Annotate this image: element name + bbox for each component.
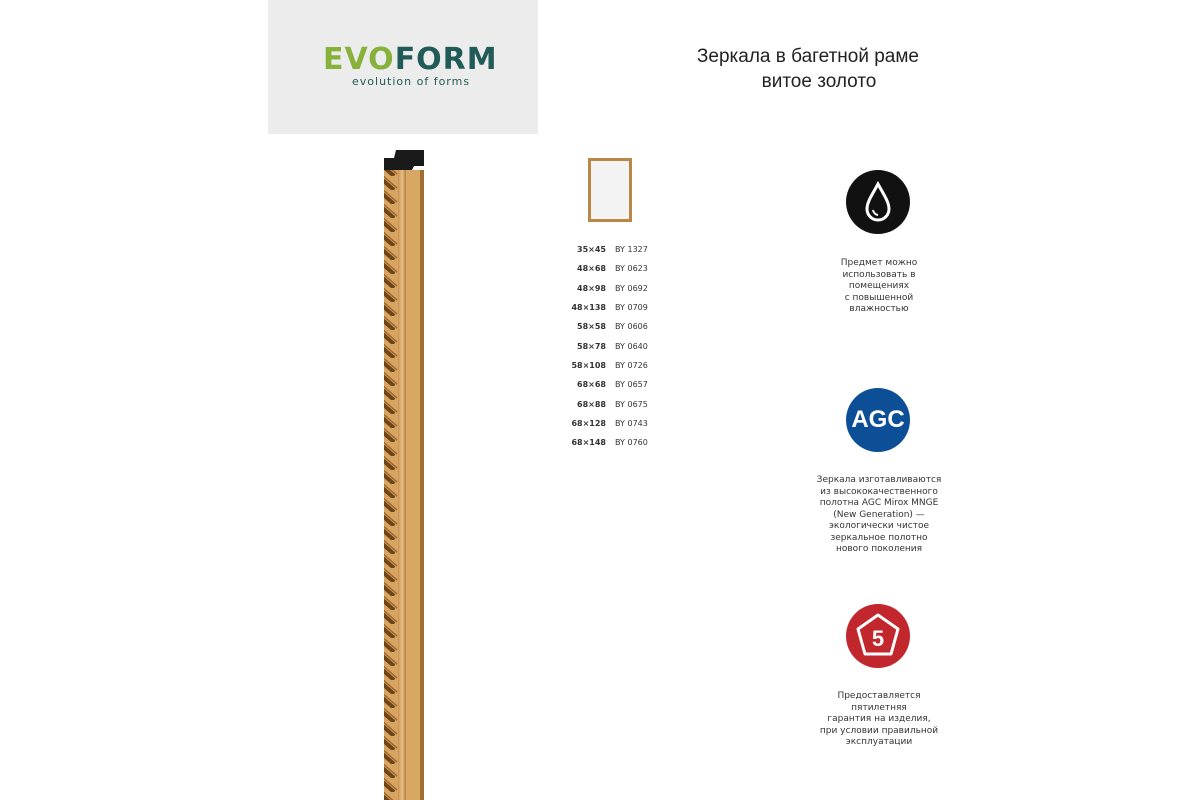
size-row: 48×68 BY 0623: [577, 264, 648, 274]
size-row: 58×58 BY 0606: [577, 322, 648, 332]
title-line-2: витое золото: [761, 71, 877, 92]
size-row: 35×45 BY 1327: [577, 245, 648, 255]
size-row: 68×128 BY 0743: [571, 418, 648, 428]
page-title: [619, 44, 919, 94]
agc-logo-icon: AGC: [846, 388, 910, 452]
title-line-1: Зеркала в багетной раме: [696, 46, 919, 67]
logo-tagline: evolution of forms: [352, 75, 471, 88]
size-row: 58×78 BY 0640: [577, 341, 648, 351]
moisture-feature-text: Предмет можно использовать в помещениях с повышенной влажностью: [840, 258, 918, 314]
size-row: 68×148 BY 0760: [571, 438, 648, 448]
evoform-logo: EVOFORM: [323, 42, 498, 77]
water-drop-icon: [846, 170, 910, 234]
brand-panel: [268, 0, 538, 134]
warranty-number: 5: [871, 626, 885, 651]
mirror-frame-thumbnail: [588, 158, 632, 222]
size-row: 48×98 BY 0692: [577, 283, 648, 293]
baguette-profile-image: [382, 148, 426, 800]
agc-feature-text: Зеркала изготавливаются из высококачественного полотна AGC Mirox MNGE (New Generation) — экологически чистое зеркальное полотно нового поколения: [816, 475, 942, 554]
size-row: 48×138 BY 0709: [571, 303, 648, 313]
size-row: 58×108 BY 0726: [571, 360, 648, 370]
title-panel: [538, 0, 930, 134]
warranty-feature-text: Предоставляется пятилетняя гарантия на изделия, при условии правильной эксплуатации: [819, 691, 939, 747]
size-list: [568, 240, 688, 452]
catalog-sheet: [268, 0, 942, 800]
size-row: 68×88 BY 0675: [577, 399, 648, 409]
size-row: 68×68 BY 0657: [577, 380, 648, 390]
warranty-5-icon: [846, 604, 910, 668]
